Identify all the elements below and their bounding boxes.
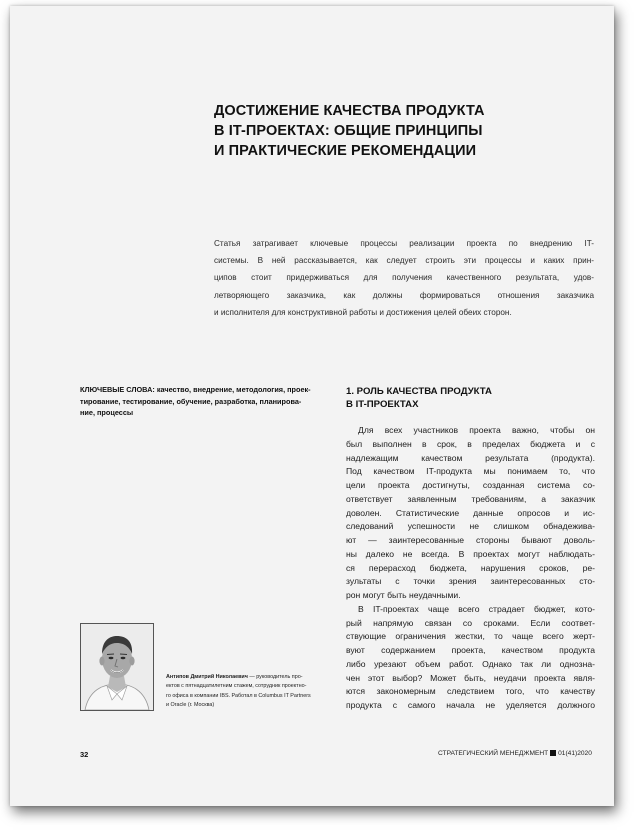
body-line: доволен. Статистические данные опросов и ис-	[346, 507, 595, 518]
magazine-page	[10, 6, 614, 806]
body-line: ствующие ограничения жестки, то чаще всего жерт-	[346, 631, 595, 642]
body-line: ются закономерным следствием того, что качеству	[346, 686, 595, 697]
body-line: В IT-проектах чаще всего страдает бюджет, кото-	[358, 603, 595, 614]
abstract-line: Статья затрагивает ключевые процессы реализации проекта по внедрению IT-	[214, 239, 594, 248]
body-line: ны далеко не всегда. В проектах могут наблюдать-	[346, 548, 595, 559]
body-line: рый напрямую связан со сроками. Если соответ-	[346, 617, 595, 628]
body-line: ся перерасход бюджета, нарушения сроков, ре-	[346, 562, 595, 573]
title-line: И ПРАКТИЧЕСКИЕ РЕКОМЕНДАЦИИ	[214, 143, 477, 159]
journal-footer	[438, 750, 592, 757]
issue-number: 01(41)2020	[558, 750, 592, 757]
keywords-line: тирование, тестирование, обучение, разработка, планирова-	[80, 396, 302, 406]
body-line: цели проекта достигнуты, созданная система со-	[346, 480, 595, 490]
article-abstract	[214, 235, 594, 321]
title-line: В IT-ПРОЕКТАХ: ОБЩИЕ ПРИНЦИПЫ	[214, 123, 483, 139]
body-line: надлежащим качеством результата (продукта).	[346, 452, 595, 463]
author-name: Антипов Дмитрий Николаевич	[166, 674, 248, 680]
abstract-line: системы. В ней рассказывается, как следует строить эти процессы и каких прин-	[214, 256, 594, 266]
keywords-block	[80, 384, 320, 419]
body-line: ют — заинтересованные стороны бывают доволь-	[346, 535, 595, 545]
body-line: либо урезают объем работ. Однако так ли однозна-	[346, 658, 595, 669]
author-bio: — руководитель про-	[247, 674, 303, 680]
title-line: ДОСТИЖЕНИЕ КАЧЕСТВА ПРОДУКТА	[214, 103, 485, 119]
author-line	[166, 673, 346, 682]
abstract-line: летворяющего заказчика, как должны формироваться отношения заказчика	[214, 290, 594, 300]
abstract-line: и исполнителя для конструктивной работы и достижения целей обеих сторон.	[214, 307, 512, 317]
page-number: 32	[80, 750, 89, 759]
article-title	[214, 101, 594, 161]
author-photo	[80, 623, 154, 711]
section-heading	[346, 385, 596, 411]
journal-name: СТРАТЕГИЧЕСКИЙ МЕНЕДЖМЕНТ	[438, 750, 549, 757]
body-line: был выполнен в срок, в пределах бюджета и с	[346, 438, 595, 449]
body-line: следований успешности не слишком обнадежива-	[346, 521, 595, 532]
body-line: чен этот выбор? Может быть, неудачи проекта явля-	[346, 672, 595, 683]
author-line: го офиса в компании IBS. Работал в Columbus IT Partners	[166, 692, 311, 699]
author-info	[166, 673, 346, 711]
author-portrait-icon	[81, 624, 153, 710]
body-line: ответствует заявленным требованиям, а заказчик	[346, 493, 595, 504]
body-line: продукта с самого начала не уделяется должного	[346, 700, 595, 710]
article-body	[346, 424, 595, 713]
abstract-line: ципов стоит придерживаться для получения качественного результата, удов-	[214, 273, 594, 283]
author-line: и Oracle (г. Москва)	[166, 702, 215, 709]
keywords-line: КЛЮЧЕВЫЕ СЛОВА: качество, внедрение, методология, проек-	[80, 385, 311, 394]
author-line: ектов с пятнадцатилетним стажем, сотрудник проектно-	[166, 683, 307, 690]
body-line: рон могут быть неудачными.	[346, 590, 461, 600]
section-heading-line: 1. РОЛЬ КАЧЕСТВА ПРОДУКТА	[346, 386, 492, 397]
square-bullet-icon	[550, 750, 556, 756]
keywords-line: ние, процессы	[80, 408, 134, 417]
body-line: Для всех участников проекта важно, чтобы он	[358, 425, 595, 435]
body-line: Под качеством IT-продукта мы понимаем то, что	[346, 466, 595, 477]
section-heading-line: В IT-ПРОЕКТАХ	[346, 399, 419, 410]
body-line: вуют содержанием проекта, качеством продукта	[346, 645, 595, 655]
body-line: зультаты с точки зрения заинтересованных сто-	[346, 576, 595, 587]
